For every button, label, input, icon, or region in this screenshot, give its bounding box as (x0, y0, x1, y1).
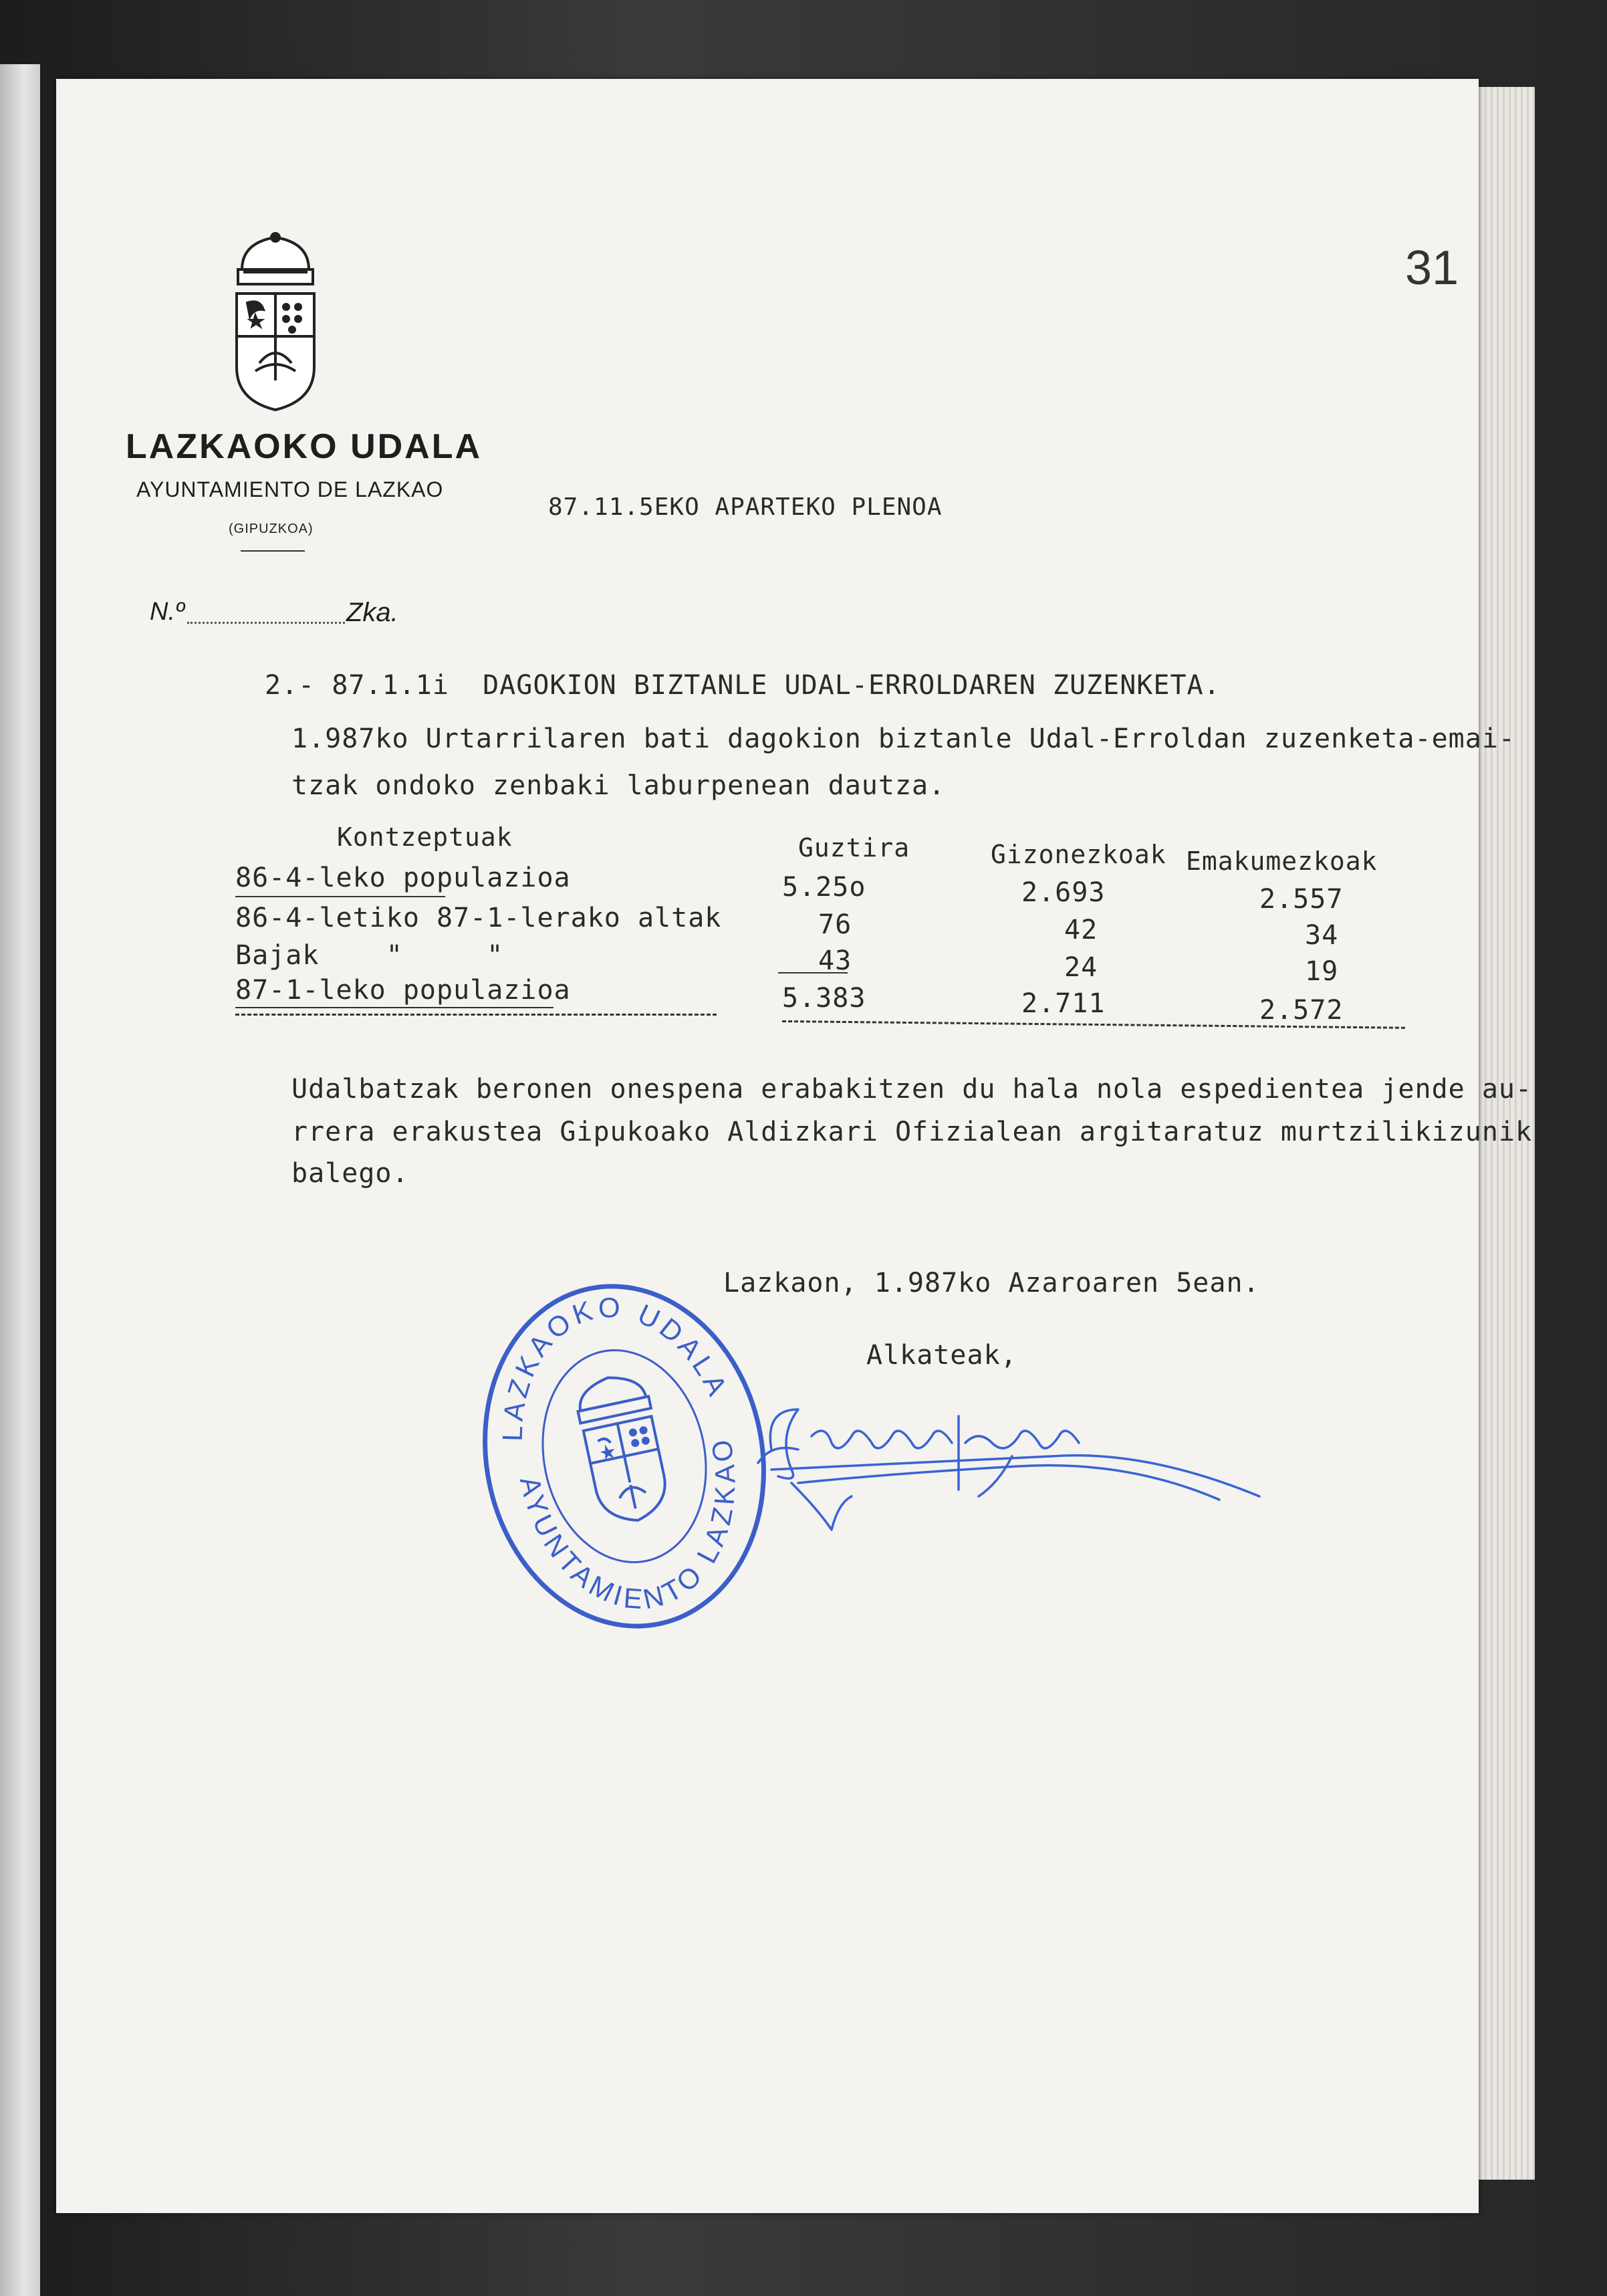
organization-province: (GIPUZKOA) (229, 522, 314, 536)
row-3-women: 19 (1305, 956, 1339, 987)
row-4-men: 2.711 (1021, 988, 1106, 1019)
number-suffix: Zka. (346, 598, 398, 627)
stamp-bottom-text: AYUNTAMIENTO LAZKAO (513, 1433, 741, 1615)
row-1-men: 2.693 (1021, 877, 1106, 908)
col-header-men: Gizonezkoak (991, 840, 1166, 869)
row-4-concept: 87-1-leko populazioa (235, 975, 571, 1006)
row-3-concept: Bajak " " (235, 940, 504, 971)
place-date: Lazkaon, 1.987ko Azaroaren 5ean. (723, 1268, 1260, 1298)
number-field-dots (187, 622, 345, 624)
col-header-total: Guztira (798, 833, 910, 863)
intro-line-1: 1.987ko Urtarrilaren bati dagokion biztanle Udal-Erroldan zuzenketa-emai- (291, 723, 1515, 754)
row-1-women: 2.557 (1259, 884, 1344, 915)
divider (241, 550, 305, 552)
col-header-concept: Kontzeptuak (337, 822, 513, 852)
stamp-crest-icon (572, 1370, 673, 1528)
col-header-women: Emakumezkoak (1186, 846, 1378, 876)
row-1-total: 5.25o (782, 872, 866, 903)
row-4-women: 2.572 (1259, 995, 1344, 1026)
left-page-edge (0, 64, 40, 2296)
item-number: 2.- 87.1.1i (265, 670, 449, 701)
row-2-total: 76 (818, 909, 852, 940)
svg-text:AYUNTAMIENTO LAZKAO (513, 1432, 768, 1636)
signatory: Alkateak, (866, 1340, 1017, 1371)
organization-name: LAZKAOKO UDALA (126, 427, 483, 466)
row-3-total: 43 (818, 945, 852, 976)
intro-line-2: tzak ondoko zenbaki laburpenean dautza. (291, 770, 946, 801)
number-label: N.º (150, 598, 184, 626)
resolution-line-2: rrera erakustea Gipukoako Aldizkari Ofizialean argitaratuz murtzilikizunik (291, 1117, 1533, 1147)
underline (235, 1007, 553, 1008)
underline (235, 896, 445, 897)
session-header: 87.11.5EKO APARTEKO PLENOA (548, 493, 943, 521)
mayor-signature (731, 1369, 1266, 1543)
stamp-top-text: LAZKAOKO UDALA (496, 1292, 735, 1442)
resolution-line-1: Udalbatzak beronen onespena erabakitzen du hala nola espedientea jende au- (291, 1074, 1533, 1105)
document-page (56, 79, 1533, 2213)
underline (778, 972, 848, 973)
coat-of-arms-icon (229, 229, 322, 423)
organization-name-es: AYUNTAMIENTO DE LAZKAO (136, 477, 444, 501)
row-2-women: 34 (1305, 920, 1339, 951)
row-3-men: 24 (1064, 952, 1098, 983)
table-rule-left (235, 1014, 717, 1016)
row-2-concept: 86-4-letiko 87-1-lerako altak (235, 903, 722, 933)
row-2-men: 42 (1064, 915, 1098, 945)
item-title: DAGOKION BIZTANLE UDAL-ERROLDAREN ZUZENKETA. (483, 670, 1221, 701)
resolution-line-3: balego. (291, 1158, 409, 1189)
official-stamp (477, 1276, 771, 1637)
row-4-total: 5.383 (782, 983, 866, 1014)
row-1-concept: 86-4-leko populazioa (235, 863, 571, 893)
agenda-item (265, 670, 1221, 701)
page-number: 31 (1405, 241, 1459, 295)
